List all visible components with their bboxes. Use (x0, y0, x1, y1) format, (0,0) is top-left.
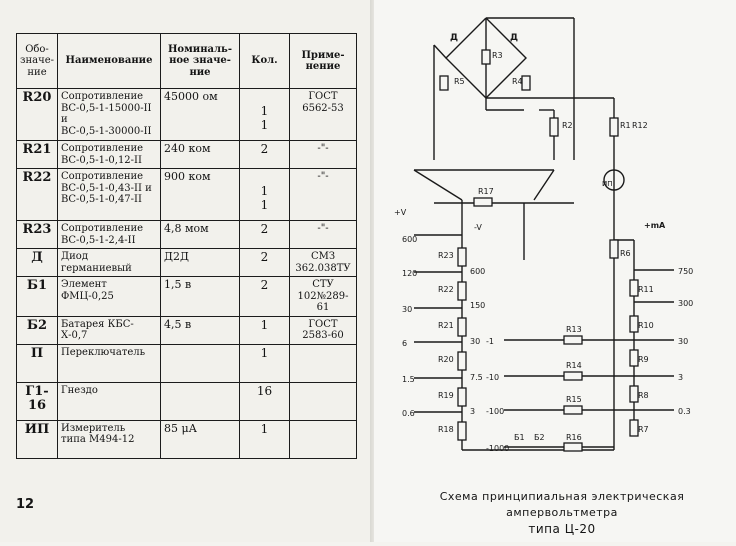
svg-text:R15: R15 (566, 395, 582, 404)
table-row (17, 382, 357, 420)
cell-designation: R20 (17, 89, 58, 141)
right-page (374, 0, 736, 542)
svg-text:R8: R8 (638, 391, 649, 400)
cell-name: Гнездо (58, 382, 161, 420)
cell-qty: 2 (240, 141, 290, 169)
svg-text:-V: -V (474, 223, 482, 232)
svg-text:R14: R14 (566, 361, 582, 370)
cell-value: 4,8 мом (161, 221, 240, 249)
svg-text:30: 30 (402, 305, 413, 314)
table-body (17, 89, 357, 459)
svg-text:Д: Д (510, 33, 519, 43)
svg-text:ИП: ИП (602, 180, 613, 188)
cell-qty: 2 (240, 249, 290, 277)
cell-use: ГОСТ 2583-60 (290, 316, 357, 344)
svg-text:R12: R12 (632, 121, 648, 130)
page-number: 12 (16, 497, 35, 512)
table-row (17, 89, 357, 141)
svg-text:750: 750 (678, 267, 694, 276)
cell-designation: П (17, 344, 58, 382)
svg-text:0.3: 0.3 (678, 407, 691, 416)
svg-text:+V: +V (394, 208, 407, 217)
cell-use: ГОСТ 6562-53 (290, 89, 357, 141)
svg-text:R11: R11 (638, 285, 654, 294)
table-row (17, 277, 357, 317)
cell-qty: 1 (240, 344, 290, 382)
cell-designation: R22 (17, 169, 58, 221)
cell-use: СМЗ 362.038ТУ (290, 249, 357, 277)
svg-text:600: 600 (402, 235, 418, 244)
col-header-designation: Обо- значе- ние (17, 34, 58, 89)
cell-use: -"- (290, 169, 357, 221)
cell-qty: 2 (240, 277, 290, 317)
cell-name: Элемент ФМЦ-0,25 (58, 277, 161, 317)
col-header-name: Наименование (58, 34, 161, 89)
col-header-use: Приме- нение (290, 34, 357, 89)
table-row (17, 420, 357, 458)
svg-text:300: 300 (678, 299, 694, 308)
cell-qty: 1 1 (240, 169, 290, 221)
table-row (17, 344, 357, 382)
svg-text:3: 3 (678, 373, 684, 382)
col-header-value: Номиналь- ное значе- ние (161, 34, 240, 89)
svg-text:Д: Д (450, 33, 459, 43)
circuit-schematic (374, 0, 736, 542)
svg-text:1.5: 1.5 (402, 375, 415, 384)
svg-text:R6: R6 (620, 249, 631, 258)
svg-text:3: 3 (470, 407, 476, 416)
cell-designation: Б2 (17, 316, 58, 344)
svg-text:R3: R3 (492, 51, 503, 60)
svg-text:-100: -100 (486, 407, 505, 416)
svg-text:-10: -10 (486, 373, 500, 382)
cell-value (161, 344, 240, 382)
svg-text:R7: R7 (638, 425, 649, 434)
svg-text:30: 30 (470, 337, 481, 346)
svg-text:R4: R4 (512, 77, 523, 86)
cell-use (290, 382, 357, 420)
table-row (17, 169, 357, 221)
table-row (17, 316, 357, 344)
cell-value: 240 ком (161, 141, 240, 169)
cell-value: 45000 ом (161, 89, 240, 141)
cell-qty: 1 (240, 420, 290, 458)
svg-text:+mA: +mA (644, 221, 666, 230)
cell-value: 4,5 в (161, 316, 240, 344)
caption-line-1: Схема принципиальная электрическая (439, 490, 685, 503)
svg-text:7.5: 7.5 (470, 373, 483, 382)
cell-qty: 1 (240, 316, 290, 344)
svg-text:Б2: Б2 (534, 433, 545, 442)
cell-use: -"- (290, 221, 357, 249)
caption-line-2: ампервольтметра (506, 506, 618, 519)
svg-text:R18: R18 (438, 425, 454, 434)
cell-qty: 2 (240, 221, 290, 249)
svg-text:-1000: -1000 (486, 444, 510, 453)
svg-text:30: 30 (678, 337, 689, 346)
cell-designation: ИП (17, 420, 58, 458)
cell-value: 900 ком (161, 169, 240, 221)
cell-name: Батарея КБС-Х-0,7 (58, 316, 161, 344)
table-header-row (17, 34, 357, 89)
cell-use: -"- (290, 141, 357, 169)
svg-text:R1: R1 (620, 121, 631, 130)
svg-text:R22: R22 (438, 285, 454, 294)
cell-name: Переключатель (58, 344, 161, 382)
svg-text:150: 150 (470, 301, 486, 310)
cell-use (290, 344, 357, 382)
table-row (17, 141, 357, 169)
svg-text:0.6: 0.6 (402, 409, 415, 418)
cell-use: СТУ 102№289-61 (290, 277, 357, 317)
cell-name: Сопротивление ВС-0,5-1-0,43-II и ВС-0,5-1-0,47-II (58, 169, 161, 221)
table-row (17, 249, 357, 277)
svg-text:R17: R17 (478, 187, 494, 196)
cell-designation: R23 (17, 221, 58, 249)
cell-name: Измеритель типа М494-12 (58, 420, 161, 458)
cell-designation: Д (17, 249, 58, 277)
cell-name: Диод германиевый (58, 249, 161, 277)
cell-value: 1,5 в (161, 277, 240, 317)
cell-designation: R21 (17, 141, 58, 169)
cell-value: Д2Д (161, 249, 240, 277)
svg-text:R5: R5 (454, 77, 465, 86)
svg-text:R13: R13 (566, 325, 582, 334)
svg-text:R9: R9 (638, 355, 649, 364)
cell-value (161, 382, 240, 420)
svg-text:R21: R21 (438, 321, 454, 330)
caption-line-3: типа Ц-20 (528, 522, 596, 536)
svg-text:R10: R10 (638, 321, 654, 330)
svg-text:120: 120 (402, 269, 418, 278)
cell-name: Сопротивление ВС-0,5-1-2,4-II (58, 221, 161, 249)
svg-text:R19: R19 (438, 391, 454, 400)
cell-use (290, 420, 357, 458)
svg-text:600: 600 (470, 267, 486, 276)
svg-text:R23: R23 (438, 251, 454, 260)
table-row (17, 221, 357, 249)
svg-text:-1: -1 (486, 337, 494, 346)
svg-text:R16: R16 (566, 433, 582, 442)
cell-value: 85 μА (161, 420, 240, 458)
cell-name: Сопротивление ВС-0,5-1-15000-II и ВС-0,5-1-30000-II (58, 89, 161, 141)
col-header-qty: Кол. (240, 34, 290, 89)
svg-text:6: 6 (402, 339, 408, 348)
cell-name: Сопротивление ВС-0,5-1-0,12-II (58, 141, 161, 169)
svg-text:Б1: Б1 (514, 433, 525, 442)
cell-qty: 1 1 (240, 89, 290, 141)
svg-text:R2: R2 (562, 121, 573, 130)
cell-designation: Б1 (17, 277, 58, 317)
svg-text:R20: R20 (438, 355, 454, 364)
parts-table (16, 33, 357, 459)
cell-qty: 16 (240, 382, 290, 420)
cell-designation: Г1-16 (17, 382, 58, 420)
